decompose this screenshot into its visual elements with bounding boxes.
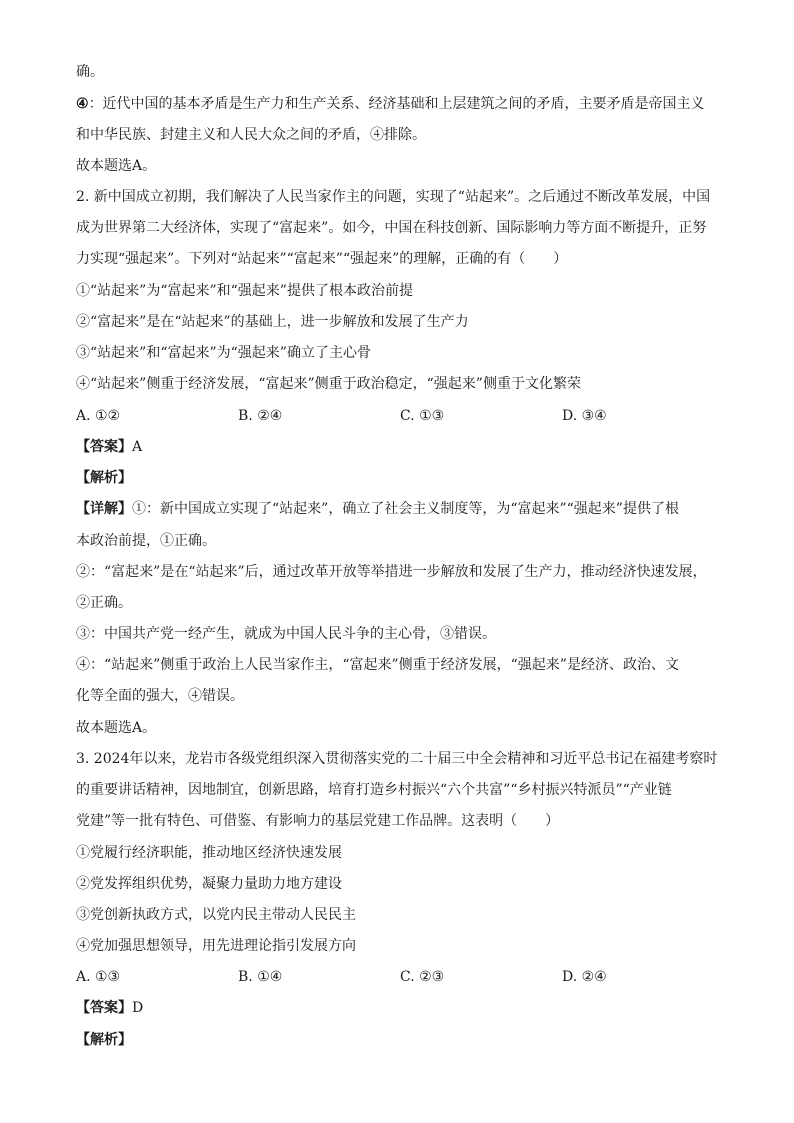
- q2-detail-line-6: ④：“站起来”侧重于政治上人民当家作主，“富起来”侧重于经济发展，“强起来”是经济、政治、文: [76, 657, 679, 673]
- q3-option-d: D. ②④: [562, 969, 607, 985]
- q2-item-1: ①“站起来”为“富起来”和“强起来”提供了根本政治前提: [76, 283, 413, 299]
- q2-item-4: ④“站起来”侧重于经济发展，“富起来”侧重于政治稳定，“强起来”侧重于文化繁荣: [76, 376, 581, 392]
- q3-item-3: ③党创新执政方式，以党内民主带动人民民主: [76, 907, 356, 923]
- q1-item-4-explanation-cont: 和中华民族、封建主义和人民大众之间的矛盾，④排除。: [76, 127, 426, 143]
- q1-item-4-number: ④: [76, 96, 89, 112]
- q3-item-2: ②党发挥组织优势，凝聚力量助力地方建设: [76, 876, 342, 892]
- q2-answer: [76, 437, 142, 457]
- q1-item-4-text: ：近代中国的基本矛盾是生产力和生产关系、经济基础和上层建筑之间的矛盾，主要矛盾是帝国主义: [88, 96, 705, 112]
- q2-conclusion: 故本题选A。: [76, 720, 157, 736]
- q1-tail-line: 确。: [76, 64, 104, 80]
- q3-answer-label: 【答案】: [76, 1000, 132, 1016]
- q3-stem-line-3: 党建”等一批有特色、可借鉴、有影响力的基层党建工作品牌。这表明（ ）: [76, 813, 560, 829]
- q3-option-c: C. ②③: [400, 969, 445, 985]
- q2-option-d: D. ③④: [562, 408, 607, 424]
- q2-option-b: B. ②④: [238, 408, 283, 424]
- q2-answer-label: 【答案】: [76, 439, 132, 455]
- q2-detail-line-1: [76, 499, 679, 519]
- q2-analysis-label: 【解析】: [76, 470, 132, 486]
- q2-stem-line-1: 2. 新中国成立初期，我们解决了人民当家作主的问题，实现了“站起来”。之后通过不断改革发展，中国: [76, 189, 711, 205]
- q3-item-4: ④党加强思想领导，用先进理论指引发展方向: [76, 938, 356, 954]
- q3-option-a: A. ①③: [76, 969, 121, 985]
- q1-item-4-explanation: [76, 94, 705, 114]
- q2-detail-text-1: ①：新中国成立实现了“站起来”，确立了社会主义制度等，为“富起来”“强起来”提供了根: [132, 501, 679, 517]
- q2-detail-line-3: ②：“富起来”是在“站起来”后，通过改革开放等举措进一步解放和发展了生产力，推动经济快速发展，: [76, 564, 707, 580]
- q3-analysis-label: 【解析】: [76, 1032, 132, 1048]
- q2-stem-line-3: 力实现“强起来”。下列对“站起来”“富起来”“强起来”的理解，正确的有（ ）: [76, 251, 568, 267]
- q2-answer-value: A: [132, 439, 143, 455]
- q2-detail-line-5: ③：中国共产党一经产生，就成为中国人民斗争的主心骨，③错误。: [76, 626, 496, 642]
- q2-item-3: ③“站起来”和“富起来”为“强起来”确立了主心骨: [76, 345, 371, 361]
- q2-detail-line-2: 本政治前提，①正确。: [76, 533, 216, 549]
- q2-item-2: ②“富起来”是在“站起来”的基础上，进一步解放和发展了生产力: [76, 314, 469, 330]
- q2-detail-line-4: ②正确。: [76, 595, 132, 611]
- q3-answer: [76, 998, 143, 1018]
- q2-detail-line-7: 化等全面的强大，④错误。: [76, 688, 244, 704]
- q3-answer-value: D: [132, 1000, 144, 1016]
- q3-stem-line-2: 的重要讲话精神，因地制宜，创新思路，培育打造乡村振兴“六个共富”“乡村振兴特派员”“产业链: [76, 782, 672, 798]
- q2-stem-line-2: 成为世界第二大经济体，实现了“富起来”。如今，中国在科技创新、国际影响力等方面不断提升，正努: [76, 220, 707, 236]
- q2-detail-label: 【详解】: [76, 501, 132, 517]
- q1-conclusion: 故本题选A。: [76, 158, 157, 174]
- q2-option-a: A. ①②: [76, 408, 121, 424]
- q3-item-1: ①党履行经济职能，推动地区经济快速发展: [76, 845, 342, 861]
- q3-option-b: B. ①④: [238, 969, 283, 985]
- q2-option-c: C. ①③: [400, 408, 445, 424]
- q3-stem-line-1: 3. 2024年以来，龙岩市各级党组织深入贯彻落实党的二十届三中全会精神和习近平总书记在福建考察时: [76, 751, 718, 767]
